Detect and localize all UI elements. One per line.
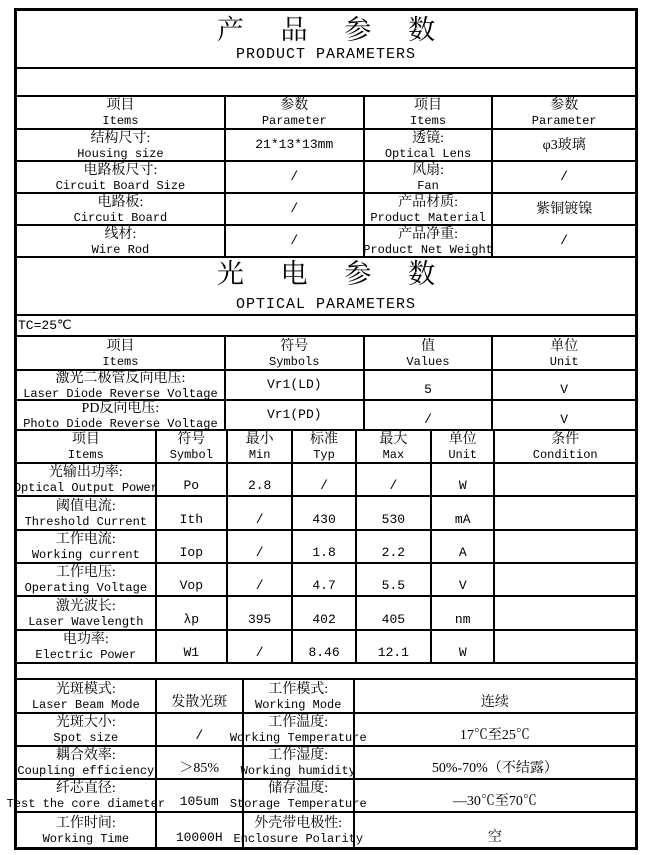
item-label-en: Photo Diode Reverse Voltage <box>23 416 218 431</box>
item-cell-product-net-weight <box>365 226 494 258</box>
item-label-zh: PD反向电压: <box>81 400 160 416</box>
symbol-text: Po <box>183 478 200 493</box>
symbol-text: W1 <box>183 645 200 660</box>
item-cell-laser-beam-mode <box>17 680 157 714</box>
item-cell-working-temperature <box>229 714 367 747</box>
optical-spec-table <box>13 431 635 664</box>
typ-text: 402 <box>312 612 336 627</box>
header-label-en: Items <box>67 448 104 462</box>
item-cell-working-mode <box>244 680 355 714</box>
item-label-zh: 结构尺寸: <box>90 130 151 146</box>
min-cell <box>228 464 293 497</box>
unit-text: A <box>458 545 467 560</box>
unit-text: W <box>458 645 467 660</box>
header-label-en: Items <box>410 114 447 128</box>
item-label-en: Circuit Board Size <box>55 178 186 193</box>
typ-cell <box>293 597 356 631</box>
value-cell-working-humidity <box>355 747 635 780</box>
header-label-zh: 标准 <box>310 432 339 447</box>
unit-text: V <box>560 382 569 397</box>
min-text: 2.8 <box>247 478 272 493</box>
item-label-en: Coupling efficiency <box>17 764 155 778</box>
value-text: 发散光斑 <box>171 695 228 710</box>
header-label-zh: 符号 <box>280 338 309 354</box>
item-cell-coupling-efficiency <box>17 747 157 780</box>
item-label-zh: 耦合效率: <box>55 748 116 763</box>
max-text: 5.5 <box>381 578 406 593</box>
header-label-zh: 条件 <box>551 432 580 447</box>
header-label-zh: 项目 <box>106 338 135 354</box>
item-label-zh: 产品材质: <box>398 194 458 210</box>
symbol-cell <box>157 597 228 631</box>
value-text: 105um <box>179 794 219 809</box>
value-cell-enclosure-polarity <box>355 813 635 847</box>
condition-cell <box>495 564 635 597</box>
max-cell <box>357 597 432 631</box>
max-cell <box>357 497 432 531</box>
header-cell-items-2 <box>365 97 494 130</box>
value-text: 50%-70%（不结露） <box>431 761 558 776</box>
value-text: 紫铜镀镍 <box>536 201 593 217</box>
item-label-zh: 纤芯直径: <box>55 781 116 796</box>
typ-cell <box>293 497 356 531</box>
item-cell-spot-size <box>17 714 157 747</box>
unit-text: W <box>458 478 467 493</box>
item-label-en: Wire Rod <box>91 242 150 257</box>
item-label-en: Laser Beam Mode <box>31 697 140 712</box>
max-text: 12.1 <box>377 645 409 660</box>
value-text: 17℃至25℃ <box>459 728 530 743</box>
value-cell-working-mode <box>355 680 635 714</box>
typ-cell <box>293 631 356 664</box>
unit-cell <box>432 531 495 564</box>
value-text: / <box>290 169 299 184</box>
value-text: 10000H <box>175 830 223 845</box>
header-label-zh: 值 <box>421 338 436 354</box>
symbol-text: Vop <box>179 578 204 593</box>
optical-parameters-title-zh: 光 电 参 数 <box>216 259 451 289</box>
symbol-text: λp <box>183 612 200 627</box>
value-text: / <box>424 412 432 427</box>
header-label-zh: 项目 <box>71 432 100 447</box>
header-label-en: Symbols <box>269 354 320 369</box>
item-cell-working-time <box>17 813 157 847</box>
header-cell-unit <box>493 337 635 371</box>
max-text: 405 <box>381 612 406 627</box>
item-cell-operating-voltage <box>17 564 157 597</box>
item-cell-wire-rod <box>17 226 226 258</box>
item-label-zh: 电路板尺寸: <box>83 162 158 178</box>
header-label-en: Typ <box>313 448 335 462</box>
value-cell <box>365 401 494 431</box>
header-cell-values <box>365 337 494 371</box>
value-cell-laser-beam-mode <box>157 680 244 714</box>
item-label-zh: 工作电压: <box>55 565 116 580</box>
value-cell-optical-lens <box>493 130 635 162</box>
symbol-text: Vr1(LD) <box>266 377 322 392</box>
min-text: / <box>255 512 264 527</box>
header-label-zh: 符号 <box>177 432 206 447</box>
item-label-zh: 激光波长: <box>55 598 116 614</box>
typ-text: / <box>320 478 328 493</box>
item-label-zh: 透镜: <box>412 130 444 146</box>
item-label-en: Enclosure Polarity <box>233 831 364 846</box>
condition-cell <box>495 631 635 664</box>
item-cell-optical-lens <box>365 130 494 162</box>
typ-cell <box>293 464 356 497</box>
header-label-zh: 项目 <box>106 98 135 113</box>
header-cell-typ <box>293 431 356 464</box>
symbol-cell <box>157 531 228 564</box>
header-label-zh: 单位 <box>550 338 579 354</box>
item-label-en: Storage Temperature <box>229 797 367 811</box>
symbol-cell <box>226 371 365 401</box>
header-label-zh: 参数 <box>550 98 579 113</box>
item-label-zh: 电功率: <box>62 632 109 647</box>
header-cell-symbol <box>157 431 228 464</box>
header-label-en: Parameter <box>531 114 597 128</box>
item-cell-pd-reverse-voltage <box>17 401 226 431</box>
item-label-en: Threshold Current <box>24 514 148 529</box>
header-label-en: Unit <box>448 448 478 462</box>
item-label-zh: 光输出功率: <box>48 465 123 480</box>
item-label-zh: 工作模式: <box>268 681 329 697</box>
symbol-cell <box>157 564 228 597</box>
header-cell-items-1 <box>17 97 226 130</box>
header-label-en: Items <box>102 114 139 128</box>
unit-cell <box>432 597 495 631</box>
value-cell-working-time <box>157 813 244 847</box>
item-label-zh: 工作温度: <box>268 715 329 730</box>
header-label-en: Items <box>102 354 139 369</box>
item-label-en: Laser Diode Reverse Voltage <box>23 386 218 401</box>
unit-cell <box>493 371 635 401</box>
unit-text: mA <box>454 512 471 527</box>
min-cell <box>228 597 293 631</box>
item-cell-circuit-board-size <box>17 162 226 194</box>
value-text: —30℃至70℃ <box>452 794 537 809</box>
max-text: 2.2 <box>381 545 406 560</box>
value-text: 空 <box>487 830 502 845</box>
item-label-zh: 工作湿度: <box>268 748 329 763</box>
product-parameters-table <box>17 97 635 258</box>
item-cell-laser-wavelength <box>17 597 157 631</box>
min-cell <box>228 531 293 564</box>
condition-cell <box>495 464 635 497</box>
value-cell-circuit-board-size <box>226 162 365 194</box>
unit-cell <box>493 401 635 431</box>
header-label-en: Symbol <box>169 448 213 462</box>
max-cell <box>357 531 432 564</box>
value-cell-wire-rod <box>226 226 365 258</box>
value-cell-housing-size <box>226 130 365 162</box>
item-cell-electric-power <box>17 631 157 664</box>
value-cell-working-temperature <box>355 714 635 747</box>
item-cell-enclosure-polarity <box>233 813 364 847</box>
product-parameters-title-zh: 产 品 参 数 <box>216 15 451 45</box>
item-label-zh: 工作时间: <box>55 815 116 831</box>
unit-cell <box>432 497 495 531</box>
header-cell-min <box>228 431 293 464</box>
item-label-zh: 储存温度: <box>268 781 329 796</box>
item-label-zh: 电路板: <box>97 194 144 210</box>
item-cell-fan <box>365 162 494 194</box>
value-cell-circuit-board <box>226 194 365 226</box>
item-cell-threshold-current <box>17 497 157 531</box>
item-cell-storage-temperature <box>229 780 367 813</box>
item-label-en: Spot size <box>53 731 119 745</box>
value-cell-product-net-weight <box>493 226 635 258</box>
min-cell <box>228 631 293 664</box>
item-label-zh: 风扇: <box>412 162 444 178</box>
item-label-en: Test the core diameter <box>6 797 166 811</box>
value-text: 21*13*13mm <box>255 137 334 152</box>
max-cell <box>357 631 432 664</box>
header-label-zh: 参数 <box>280 98 309 113</box>
product-parameters-title <box>17 11 635 69</box>
header-label-en: Condition <box>532 448 598 462</box>
item-label-zh: 激光二极管反向电压: <box>55 370 186 386</box>
value-text: 连续 <box>480 695 509 710</box>
item-label-en: Working Temperature <box>229 731 367 745</box>
symbol-cell <box>157 464 228 497</box>
header-label-en: Parameter <box>261 114 327 128</box>
item-label-en: Product Net Weight <box>363 242 493 257</box>
item-label-zh: 线材: <box>104 226 137 242</box>
item-label-en: Optical Lens <box>384 146 472 161</box>
item-cell-optical-output-power <box>13 464 158 497</box>
optical-parameters-title-en: OPTICAL PARAMETERS <box>235 296 417 313</box>
typ-text: 4.7 <box>312 578 336 593</box>
item-cell-working-humidity <box>240 747 356 780</box>
item-label-en: Operating Voltage <box>24 581 148 595</box>
item-label-zh: 产品净重: <box>398 226 458 242</box>
value-cell-storage-temperature <box>355 780 635 813</box>
symbol-cell <box>157 631 228 664</box>
symbol-cell <box>157 497 228 531</box>
item-cell-circuit-board <box>17 194 226 226</box>
spacer-row <box>17 69 635 97</box>
unit-cell <box>432 464 495 497</box>
item-label-en: Laser Wavelength <box>28 614 144 629</box>
header-cell-condition <box>495 431 635 464</box>
value-text: / <box>290 233 299 248</box>
value-text: / <box>290 201 299 216</box>
typ-cell <box>293 564 356 597</box>
product-parameters-title-en: PRODUCT PARAMETERS <box>235 46 417 63</box>
min-text: / <box>255 645 264 660</box>
min-text: / <box>255 545 264 560</box>
item-label-zh: 外壳带电极性: <box>254 815 343 831</box>
unit-text: V <box>560 412 569 427</box>
min-cell <box>228 564 293 597</box>
header-label-en: Min <box>248 448 271 462</box>
item-label-en: Working current <box>31 548 140 562</box>
min-text: / <box>255 578 264 593</box>
header-label-en: Values <box>406 354 450 369</box>
item-cell-housing-size <box>17 130 226 162</box>
value-text: φ3玻璃 <box>542 137 586 153</box>
unit-cell <box>432 564 495 597</box>
value-cell-product-material <box>493 194 635 226</box>
value-text: / <box>560 169 569 184</box>
mode-table <box>6 680 635 847</box>
header-label-zh: 项目 <box>414 98 443 113</box>
typ-text: 430 <box>312 512 336 527</box>
symbol-cell <box>226 401 365 431</box>
value-text: 5 <box>424 382 432 397</box>
value-text: ＞85% <box>179 761 220 776</box>
max-text: / <box>389 478 398 493</box>
item-label-zh: 工作电流: <box>55 532 116 547</box>
typ-cell <box>293 531 356 564</box>
value-cell-coupling-efficiency <box>157 747 244 780</box>
item-label-zh: 阈值电流: <box>55 498 116 514</box>
value-cell <box>365 371 494 401</box>
item-label-en: Optical Output Power <box>13 481 158 495</box>
value-text: / <box>195 728 204 743</box>
min-cell <box>228 497 293 531</box>
header-cell-max <box>357 431 432 464</box>
header-label-zh: 最大 <box>379 432 408 447</box>
condition-cell <box>495 597 635 631</box>
item-label-zh: 光斑大小: <box>55 715 116 730</box>
header-label-zh: 单位 <box>448 432 477 447</box>
symbol-text: Ith <box>179 512 204 527</box>
item-label-en: Working Mode <box>255 697 342 712</box>
value-cell-fan <box>493 162 635 194</box>
header-cell-items <box>17 431 157 464</box>
item-cell-core-diameter <box>6 780 166 813</box>
max-cell <box>357 564 432 597</box>
header-cell-unit <box>432 431 495 464</box>
max-cell <box>357 464 432 497</box>
reverse-voltage-table <box>17 337 635 431</box>
item-label-en: Product Material <box>370 210 486 225</box>
header-label-zh: 最小 <box>245 432 274 447</box>
spacer-row <box>17 664 635 680</box>
item-label-en: Housing size <box>77 146 164 161</box>
header-label-en: Unit <box>549 354 579 369</box>
test-condition-note: TC=25℃ <box>17 316 635 337</box>
header-cell-symbols <box>226 337 365 371</box>
spec-sheet-document <box>6 8 638 850</box>
item-label-en: Circuit Board <box>73 210 168 225</box>
header-label-en: Max <box>382 448 405 462</box>
item-cell-ld-reverse-voltage <box>17 371 226 401</box>
min-text: 395 <box>247 612 272 627</box>
header-cell-parameter-1 <box>226 97 365 130</box>
symbol-text: Iop <box>179 545 204 560</box>
item-label-en: Working Time <box>42 831 130 846</box>
condition-cell <box>495 497 635 531</box>
unit-text: V <box>458 578 467 593</box>
optical-parameters-title <box>17 258 635 316</box>
item-cell-working-current <box>17 531 157 564</box>
typ-text: 8.46 <box>308 645 340 660</box>
condition-cell <box>495 531 635 564</box>
typ-text: 1.8 <box>312 545 336 560</box>
item-label-en: Electric Power <box>35 648 137 662</box>
value-text: / <box>560 233 569 248</box>
item-label-en: Fan <box>417 178 439 193</box>
max-text: 530 <box>381 512 406 527</box>
item-label-en: Working humidity <box>240 764 356 778</box>
header-cell-items <box>17 337 226 371</box>
symbol-text: Vr1(PD) <box>266 407 322 422</box>
header-cell-parameter-2 <box>493 97 635 130</box>
item-label-zh: 光斑模式: <box>55 681 116 697</box>
unit-cell <box>432 631 495 664</box>
unit-text: nm <box>454 612 471 627</box>
item-cell-product-material <box>365 194 494 226</box>
